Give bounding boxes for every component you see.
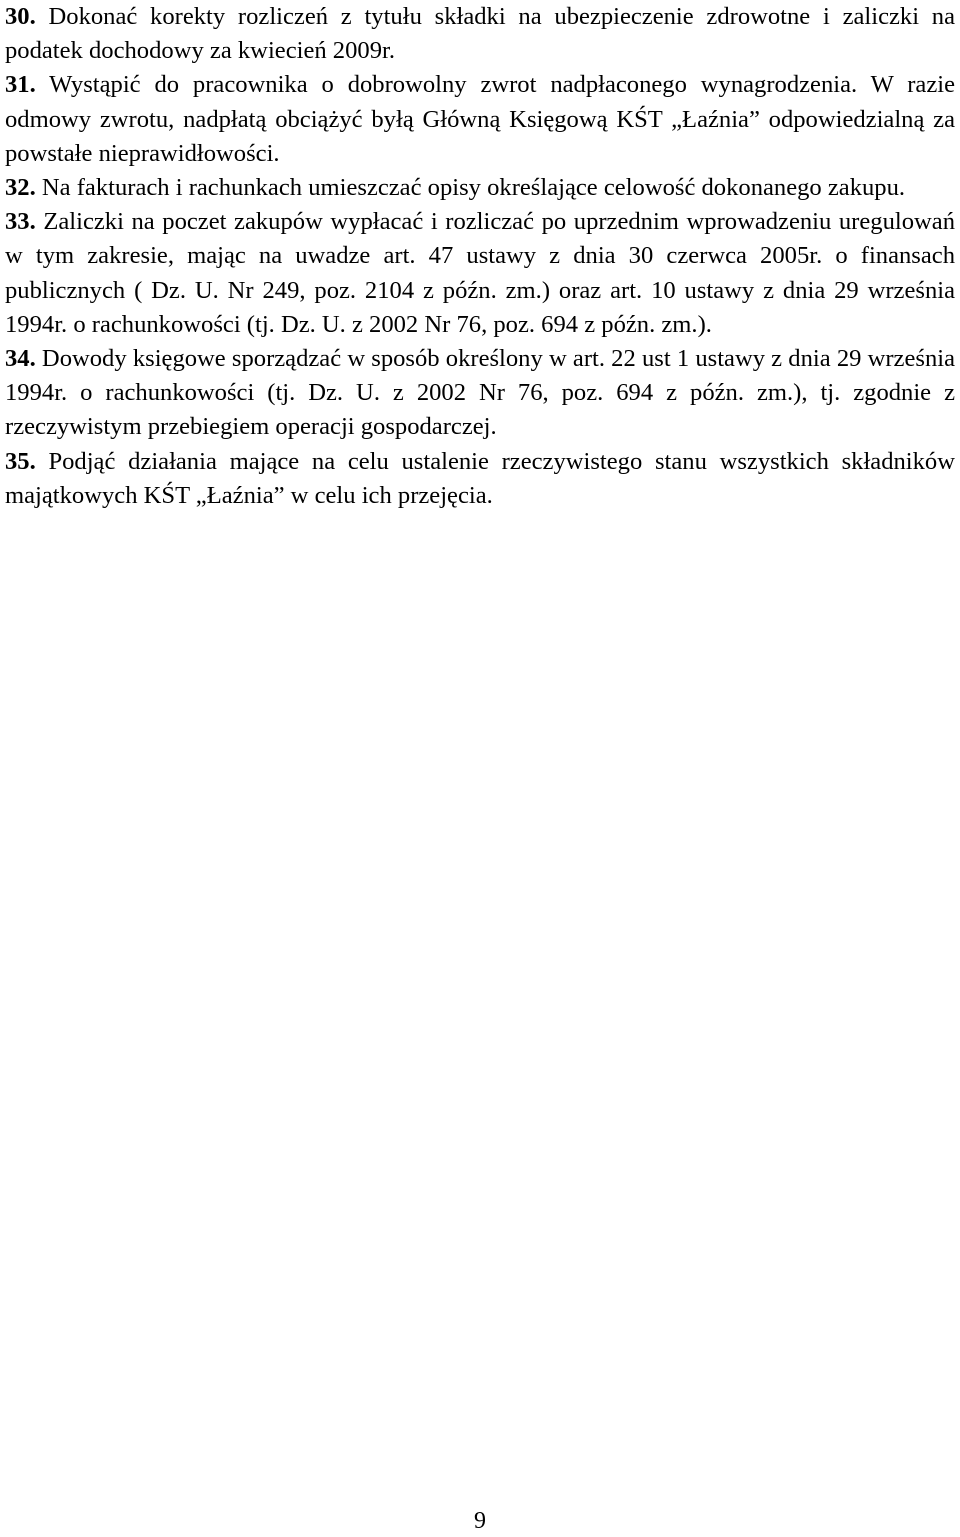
recommendations-list: [5, 0, 955, 513]
item-number: 31.: [5, 71, 36, 99]
document-page: [5, 0, 955, 1537]
item-number: 32.: [5, 174, 36, 202]
item-text: Dokonać korekty rozliczeń z tytułu składki na ubezpieczenie zdrowotne i zaliczki na podatek dochodowy za kwiecień 2009r.: [5, 3, 955, 65]
list-item: [5, 205, 955, 342]
item-number: 30.: [5, 3, 36, 30]
list-item: [5, 445, 955, 513]
item-number: 34.: [5, 345, 36, 373]
list-item: [5, 171, 955, 205]
item-text: Dowody księgowe sporządzać w sposób określony w art. 22 ust 1 ustawy z dnia 29 września 1994r. o rachunkowości (tj. Dz. U. z 2002 Nr 76, poz. 694 z późn. zm.), tj. zgodnie z rzeczywistym przebiegiem operacji gospodarczej.: [5, 345, 955, 441]
item-text: Wystąpić do pracownika o dobrowolny zwrot nadpłaconego wynagrodzenia. W razie odmowy zwrotu, nadpłatą obciążyć byłą Główną Księgową KŚT „Łaźnia” odpowiedzialną za powstałe nieprawidłowości.: [5, 71, 955, 167]
list-item: [5, 342, 955, 445]
item-text: Podjąć działania mające na celu ustalenie rzeczywistego stanu wszystkich składników majątkowych KŚT „Łaźnia” w celu ich przejęcia.: [5, 447, 955, 509]
list-item: [5, 0, 955, 68]
page-number: 9: [474, 1508, 486, 1534]
list-item: [5, 68, 955, 171]
item-number: 35.: [5, 447, 36, 475]
item-text: Na fakturach i rachunkach umieszczać opisy określające celowość dokonanego zakupu.: [35, 174, 906, 202]
item-text: Zaliczki na poczet zakupów wypłacać i rozliczać po uprzednim wprowadzeniu uregulowań w tym zakresie, mając na uwadze art. 47 ustawy z dnia 30 czerwca 2005r. o finansach publicznych ( Dz. U. Nr 249, poz. 2104 z późn. zm.) oraz art. 10 ustawy z dnia 29 września 1994r. o rachunkowości (tj. Dz. U. z 2002 Nr 76, poz. 694 z późn. zm.).: [5, 208, 955, 338]
item-number: 33.: [5, 208, 36, 236]
